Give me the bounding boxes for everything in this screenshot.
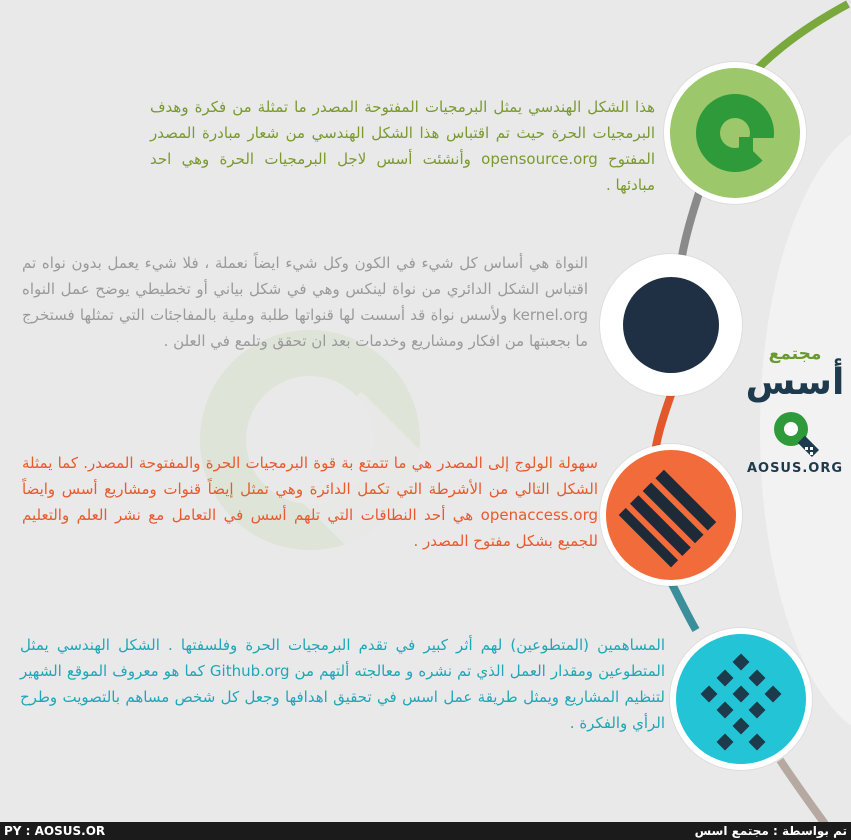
opensource-keyhole-icon: [670, 68, 800, 198]
brand-subtitle: مجتمع: [768, 344, 822, 364]
github-dots-icon: [676, 634, 806, 764]
openaccess-stripes-icon: [606, 450, 736, 580]
brand-title: أسس: [745, 362, 845, 403]
paragraph-github: المساهمين (المتطوعين) لهم أثر كبير في تقدم البرمجيات الحرة وفلسفتها . الشكل الهندسي يمثل المتطوعين ومقدار العمل الذي تم نشره و معالجته ألتهم من Github.org كما هو معروف الموقع الشهير لتنظيم المشاريع ويمثل طريقة عمل اسس في تحقيق اهدافها وجعل كل شخص مساهم بالتصويت وطرح الرأي والفكرة .: [20, 636, 665, 732]
paragraph-opensource: هذا الشكل الهندسي يمثل البرمجيات المفتوحة المصدر ما تمثلة من فكرة وهدف البرمجيات الحرة حيث تم اقتباس هذا الشكل الهندسي من شعار مبادرة المصدر المفتوح opensource.org وأنشئت أسس لاجل البرمجيات الحرة وهي احد مبادئها .: [150, 98, 655, 194]
footer-bar: [0, 822, 851, 840]
node-github: [670, 628, 812, 770]
node-opensource: [664, 62, 806, 204]
brand-url: AOSUS.ORG: [746, 461, 844, 476]
node-kernel: [600, 254, 742, 396]
aosus-magnifier-logo: [769, 407, 821, 459]
footer-credit-left: PY : AOSUS.OR: [4, 824, 106, 838]
brand-block: [740, 345, 850, 476]
paragraph-kernel: النواة هي أساس كل شيء في الكون وكل شيء ايضاً نعملة ، فلا شيء يعمل بدون نواه تم اقتباس الشكل الدائري من نواة لينكس وهي في شكل بياني أو تخطيطي يوضح عمل النواه kernel.org ولأسس نواة قد أسست لها قنواتها طلبة وملية بالمفاجئات التي تمثلها فستخرج ما بجعبتها من افكار ومشاريع وخدمات بعد ان تحقق وتلمع في العلن .: [22, 254, 588, 350]
paragraph-openaccess: سهولة الولوج إلى المصدر هي ما تتمتع بة قوة البرمجيات الحرة والمفتوحة المصدر. كما يمثلة الشكل التالي من الأشرطة التي تكمل الدائرة وهي تمثل إيضاً قنوات ومشاريع أسس وايضاً openaccess.org هي أحد النطاقات التي تلهم أسس في التعامل مع نشر العلم والتعليم للجميع بشكل مفتوح المصدر .: [22, 454, 598, 550]
footer-credit-right: تم بواسطة : مجتمع اسس: [694, 824, 847, 838]
kernel-dot-icon: [606, 260, 736, 390]
node-openaccess: [600, 444, 742, 586]
